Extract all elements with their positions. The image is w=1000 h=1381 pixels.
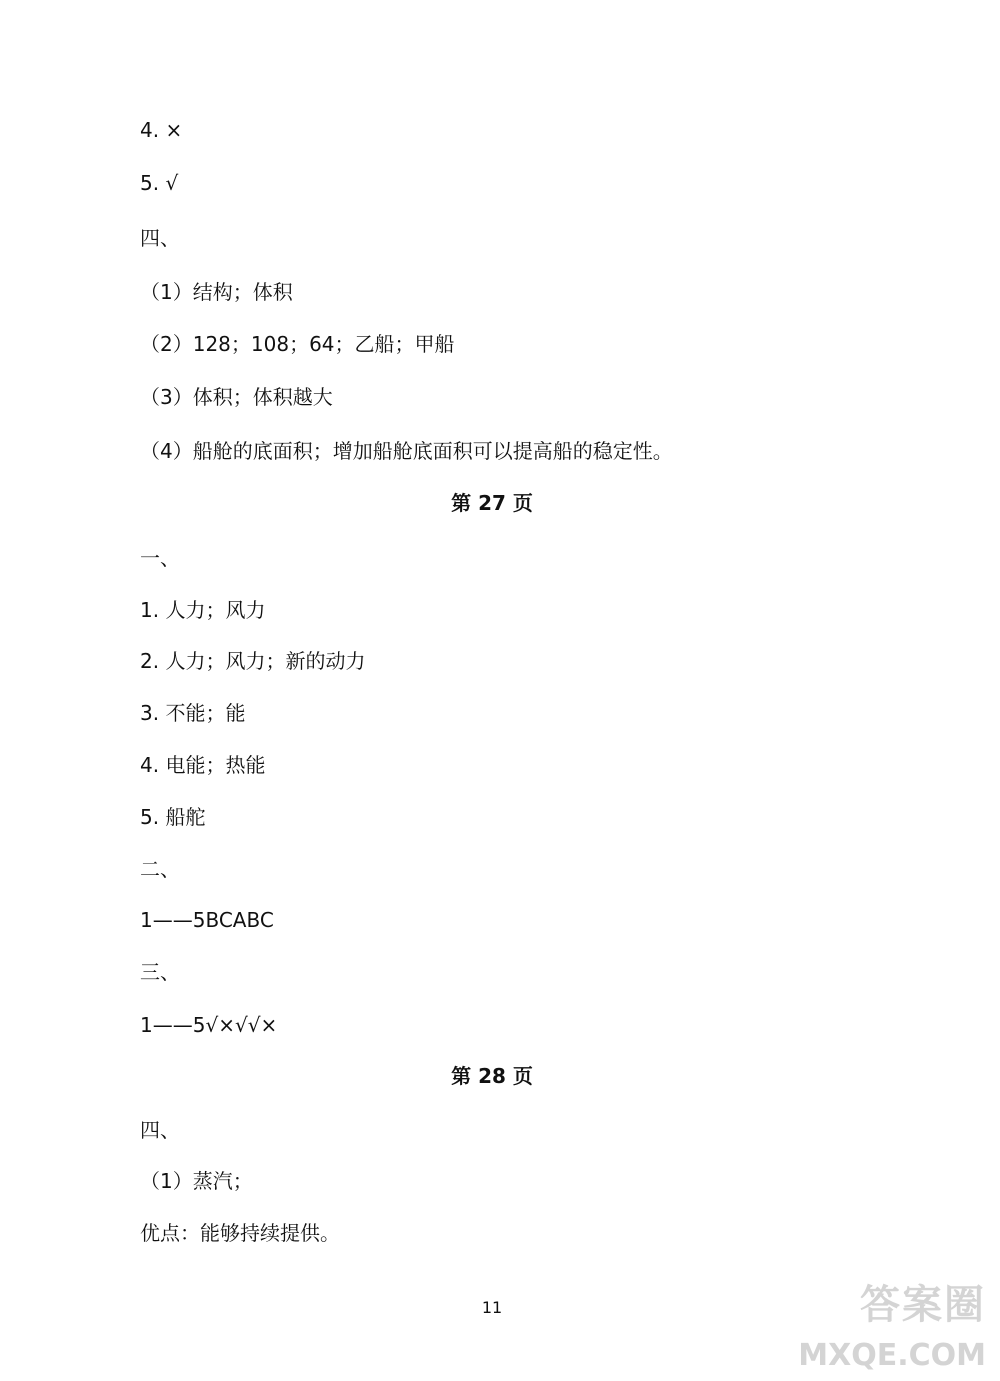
section-label: 二、 — [140, 857, 180, 881]
answer-line: 3. 不能；能 — [140, 701, 246, 725]
section-label: 四、 — [140, 226, 180, 250]
page-number: 11 — [481, 1298, 503, 1317]
section-label: 三、 — [140, 960, 180, 984]
section-label: 四、 — [140, 1118, 180, 1142]
answer-line: 5. 船舵 — [140, 805, 206, 829]
answer-line: 4. × — [140, 118, 183, 142]
watermark-logo: 答案圈 — [860, 1282, 986, 1328]
answer-line: （2）128；108；64；乙船；甲船 — [140, 332, 455, 356]
answer-line: 优点：能够持续提供。 — [140, 1221, 340, 1245]
answer-line: 4. 电能；热能 — [140, 753, 266, 777]
answer-line: 2. 人力；风力；新的动力 — [140, 649, 366, 673]
watermark — [798, 1281, 986, 1373]
answer-line: 1——5BCABC — [140, 908, 274, 932]
watermark-url: MXQE.COM — [798, 1338, 986, 1373]
answer-line: 1. 人力；风力 — [140, 598, 266, 622]
answer-line: （3）体积；体积越大 — [140, 385, 333, 409]
answer-line: （1）结构；体积 — [140, 280, 293, 304]
answer-line: （4）船舱的底面积；增加船舱底面积可以提高船的稳定性。 — [140, 439, 673, 463]
answer-line: 5. √ — [140, 171, 179, 195]
page-heading: 第 28 页 — [451, 1064, 533, 1088]
answer-line: 1——5√×√√× — [140, 1013, 278, 1037]
section-label: 一、 — [140, 546, 180, 570]
page-heading: 第 27 页 — [451, 491, 533, 515]
answer-line: （1）蒸汽； — [140, 1169, 253, 1193]
